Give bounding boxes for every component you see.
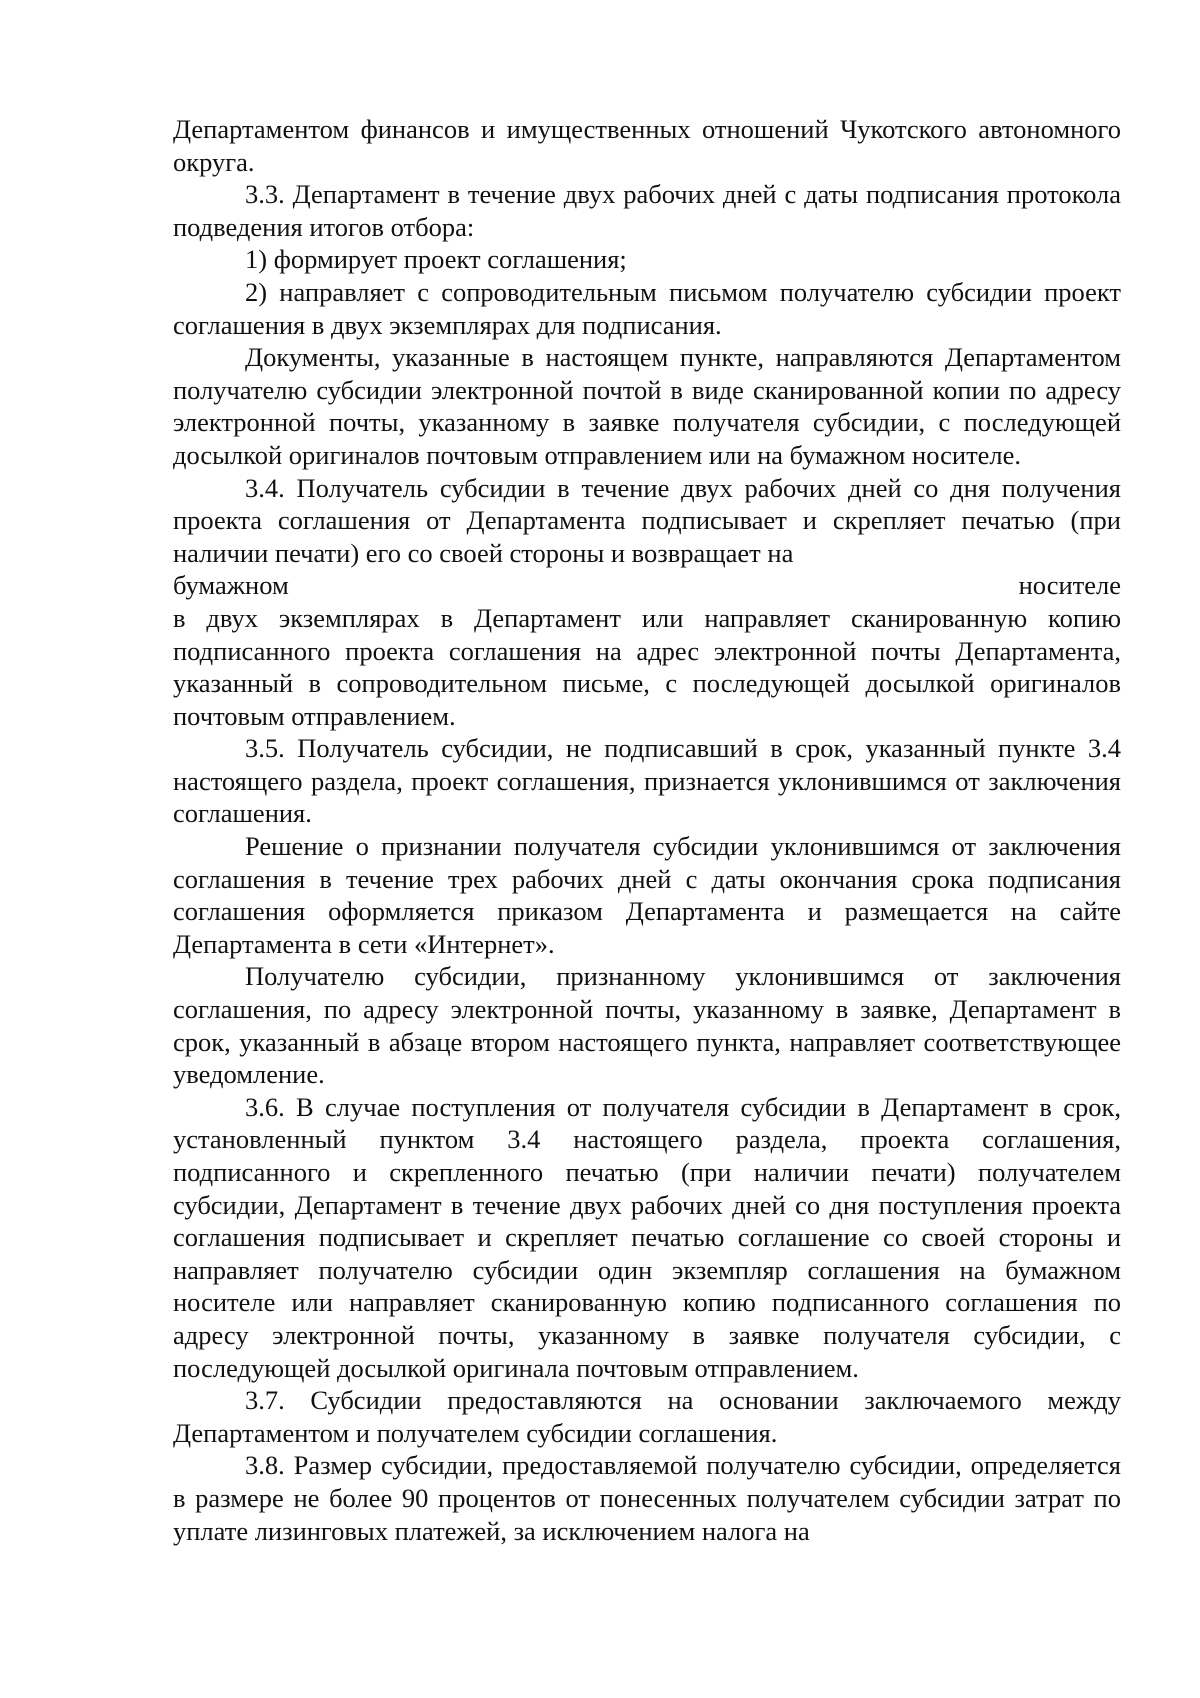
paragraph-3-3: 3.3. Департамент в течение двух рабочих дней с даты подписания протокола подведения итогов отбора: xyxy=(173,179,1121,242)
paragraph-3-4-split-line: бумажном носителе xyxy=(173,570,1121,601)
paragraph-3-6: 3.6. В случае поступления от получателя субсидии в Департамент в срок, установленный пунктом 3.4 настоящего раздела, проекта соглашения, подписанного и скрепленного печатью (при наличии печати) получателем субсидии, Департамент в течение двух рабочих дней со дня поступления проекта соглашения подписывает и скрепляет печатью соглашение со своей стороны и направляет получателю субсидии один экземпляр соглашения на бумажном носителе или направляет сканированную копию подписанного соглашения по адресу электронной почты, указанному в заявке получателя субсидии, с последующей досылкой оригинала почтовым отправлением. xyxy=(173,1091,1121,1383)
paragraph-3-4-split-line-wrapper xyxy=(173,569,1121,602)
paragraph-3-3-documents: Документы, указанные в настоящем пункте, направляются Департаментом получателю субсидии электронной почтой в виде сканированной копии по адресу электронной почты, указанному в заявке получателя субсидии, с последующей досылкой оригиналов почтовым отправлением или на бумажном носителе. xyxy=(173,342,1121,470)
paragraph-3-3-item-2: 2) направляет с сопроводительным письмом получателю субсидии проект соглашения в двух экземплярах для подписания. xyxy=(173,276,1121,340)
paragraph-3-5-notice: Получателю субсидии, признанному уклонившимся от заключения соглашения, по адресу электронной почты, указанному в заявке, Департамент в срок, указанный в абзаце втором настоящего пункта, направляет соответствующее уведомление. xyxy=(173,961,1121,1090)
paragraph-3-8: 3.8. Размер субсидии, предоставляемой получателю субсидии, определяется в размере не более 90 процентов от понесенных получателем субсидии затрат по уплате лизинговых платежей, за исключением налога на xyxy=(173,1450,1121,1546)
paragraph-3-5: 3.5. Получатель субсидии, не подписавший в срок, указанный пункте 3.4 настоящего раздела, проект соглашения, признается уклонившимся от заключения соглашения. xyxy=(173,733,1121,829)
paragraph-3-4: 3.4. Получатель субсидии в течение двух рабочих дней со дня получения проекта соглашения от Департамента подписывает и скрепляет печатью (при наличии печати) его со своей стороны и возвращает на xyxy=(173,472,1121,568)
paragraph-continuation: Департаментом финансов и имущественных отношений Чукотского автономного округа. xyxy=(173,114,1121,177)
paragraph-3-7: 3.7. Субсидии предоставляются на основании заключаемого между Департаментом и получателем субсидии соглашения. xyxy=(173,1385,1121,1448)
document-page xyxy=(173,113,1121,1547)
paragraph-3-5-decision: Решение о признании получателя субсидии уклонившимся от заключения соглашения в течение трех рабочих дней с даты окончания срока подписания соглашения оформляется приказом Департамента и размещается на сайте Департамента в сети «Интернет». xyxy=(173,831,1121,959)
paragraph-3-4-continuation: в двух экземплярах в Департамент или направляет сканированную копию подписанного проекта соглашения на адрес электронной почты Департамента, указанный в сопроводительном письме, с последующей досылкой оригиналов почтовым отправлением. xyxy=(173,602,1121,731)
paragraph-3-3-item-1: 1) формирует проект соглашения; xyxy=(245,244,627,275)
